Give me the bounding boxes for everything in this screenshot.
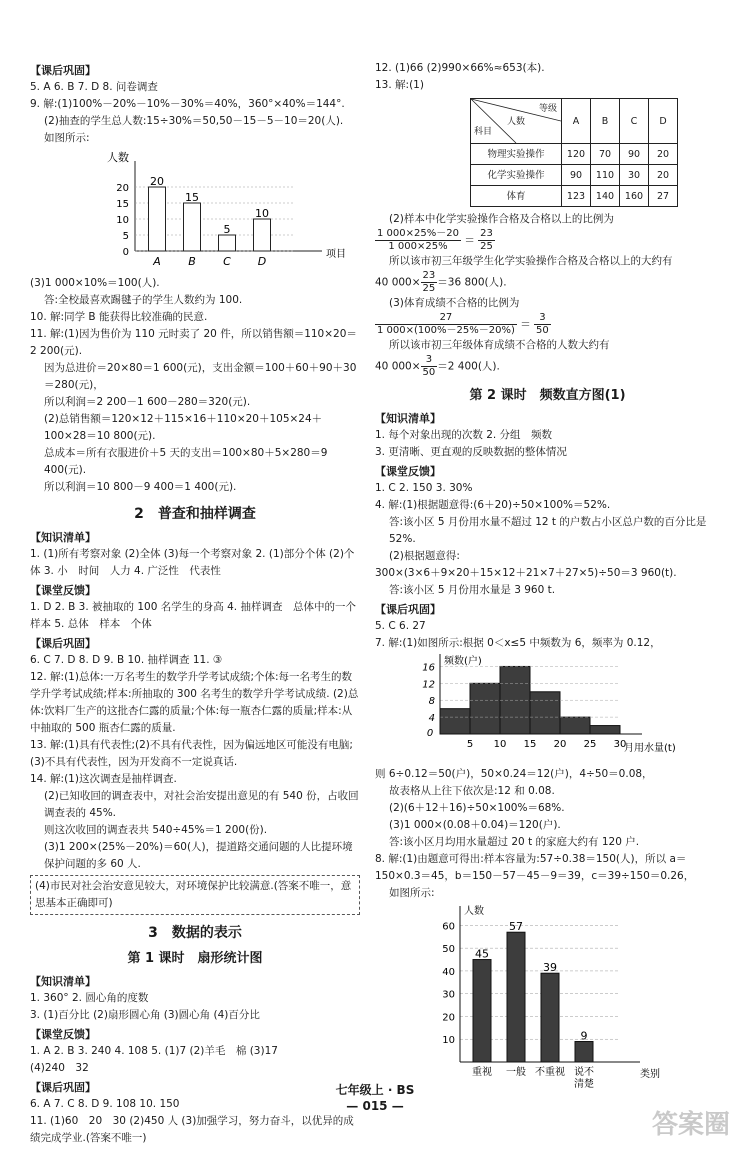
histogram-bar: [440, 709, 470, 734]
answer-line: 答:该小区 5 月份用水量不超过 12 t 的户数占小区总户数的百分比是 52%.: [389, 516, 707, 545]
bar: [184, 203, 201, 251]
x-tick-label: 5: [466, 739, 474, 750]
answer-line: 答:该小区月均用水量超过 20 t 的家庭大约有 120 户.: [389, 836, 640, 848]
x-tick-label: 30: [613, 739, 627, 750]
table-cell: 70: [591, 144, 620, 165]
answer-line: 11. (1)60 20 30 (2)450 人 (3)加强学习，努力奋斗，以优异的成绩完成学业.(答案不唯一): [30, 1115, 354, 1144]
answer-line: 所以该市初三年级体育成绩不合格的人数大约有: [389, 339, 610, 351]
section-tag: 【课后巩固】: [375, 603, 441, 616]
data-label: 20: [150, 175, 164, 188]
y-axis-label: 人数: [464, 906, 484, 917]
answer-line: (2)根据题意得:: [389, 550, 460, 562]
x-tick-label: 25: [583, 739, 597, 750]
equation-line: [375, 312, 720, 337]
table-header: D: [649, 99, 678, 144]
answer-line: 如图所示:: [389, 887, 435, 899]
table-cell: 160: [620, 186, 649, 207]
data-label: 15: [185, 191, 199, 204]
data-label: 39: [543, 961, 557, 975]
table-cell: 体育: [471, 186, 562, 207]
answer-line: 3. 更清晰、更直观的反映数据的整体情况: [375, 446, 567, 458]
answer-line: (3)1 200×(25%－20%)＝60(人)，提道路交通问题的人比提环境保护问题的多 60 人.: [44, 841, 353, 870]
bar: [219, 235, 236, 251]
fraction: [478, 228, 495, 253]
table-cell: 140: [591, 186, 620, 207]
answer-line: 8. 解:(1)由题意可得出:样本容量为:57÷0.38＝150(人)，所以 a＝150×0.3＝45，b＝150－57－45－9＝39，c＝39÷150＝0.26，: [375, 853, 695, 882]
table-cell: 30: [620, 165, 649, 186]
answer-line: (3)1 000×10%＝100(人).: [30, 277, 160, 289]
table-header: B: [591, 99, 620, 144]
answer-line: 14. 解:(1)这次调查是抽样调查.: [30, 773, 177, 785]
x-tick-label: 20: [553, 739, 567, 750]
x-tick-label: A: [153, 255, 161, 268]
answer-line: 12. 解:(1)总体:一万名考生的数学升学考试成绩;个体:每一名考生的数学升学考试成绩;样本:所抽取的 300 名考生的数学升学考试成绩. (2)总体:饮料厂生产的这批杏仁露的质量;个体:每一瓶杏仁露的质量;样本:从中抽取的 500 瓶杏仁露的质量.: [30, 671, 359, 734]
fraction: [375, 228, 461, 253]
denominator: 25: [480, 241, 493, 252]
lesson-title: 第 2 课时 频数直方图(1): [469, 388, 626, 403]
right-column: [375, 60, 720, 1108]
section-tag: 【课堂反馈】: [375, 465, 441, 478]
data-label: 5: [223, 223, 231, 236]
y-tick-label: 10: [116, 215, 129, 226]
answer-line: 因为总进价＝20×80＝1 600(元)，支出金额＝100＋60＋90＋30＝280(元)，: [44, 362, 357, 391]
answer-line: 总成本＝所有衣服进价＋5 天的支出＝100×80＋5×280＝9 400(元).: [44, 447, 328, 476]
numerator: 1 000×25%－20: [377, 228, 459, 239]
section-tag: 【课后巩固】: [30, 1081, 96, 1094]
corner-label-grade: 等级: [538, 104, 557, 114]
section-tag: 【课堂反馈】: [30, 1028, 96, 1041]
table-cell: 20: [649, 165, 678, 186]
equation-line: [375, 354, 720, 379]
answer-line: 10. 解:同学 B 能获得比较准确的民意.: [30, 311, 208, 323]
equation-text: ＝2 400(人).: [437, 360, 500, 373]
bar: [575, 1042, 593, 1062]
answer-line: 1. (1)所有考察对象 (2)全体 (3)每一个考察对象 2. (1)部分个体 (2)个体 3. 小 时间 人力 4. 广泛性 代表性: [30, 548, 355, 577]
denominator: 1 000×25%: [388, 241, 448, 252]
numerator: 3: [534, 312, 551, 325]
bar: [149, 187, 166, 251]
histogram-bar: [590, 726, 620, 734]
answer-line: (2)样本中化学实验操作合格及合格以上的比例为: [389, 213, 614, 225]
x-axis-label: 项目: [326, 249, 346, 260]
y-tick-label: 30: [442, 989, 455, 1001]
y-tick-label: 4: [428, 713, 435, 725]
fraction: [534, 312, 551, 337]
bar: [473, 960, 491, 1062]
table-cell: 化学实验操作: [471, 165, 562, 186]
x-tick-label: 清楚: [574, 1079, 594, 1090]
answer-line: 4. 解:(1)根据题意得:(6＋20)÷50×100%＝52%.: [375, 499, 611, 511]
x-tick-label: B: [188, 255, 196, 268]
fraction: [375, 312, 517, 337]
table-cell: 27: [649, 186, 678, 207]
data-label: 10: [255, 207, 269, 220]
section-title: 2 普查和抽样调查: [134, 506, 256, 522]
x-tick-label: 说不: [574, 1067, 594, 1078]
x-tick-label: 0: [426, 728, 434, 739]
table-header: A: [562, 99, 591, 144]
answer-line: 所以利润＝10 800－9 400＝1 400(元).: [44, 481, 237, 493]
section-tag: 【知识清单】: [30, 975, 96, 988]
answer-line: 5. A 6. B 7. D 8. 问卷调查: [30, 81, 158, 93]
table-row: [471, 165, 678, 186]
section-tag: 【知识清单】: [30, 531, 96, 544]
answer-line: 1. A 2. B 3. 240 4. 108 5. (1)7 (2)羊毛 棉 (3)17: [30, 1045, 278, 1057]
y-tick-label: 20: [442, 1012, 455, 1024]
table-cell: 123: [562, 186, 591, 207]
table-row: [471, 186, 678, 207]
page-footer: [0, 1082, 750, 1114]
x-tick-label: 不重视: [535, 1067, 565, 1078]
x-tick-label: 一般: [506, 1067, 526, 1078]
bar-chart-activities: [30, 147, 360, 269]
answer-line: (2)抽查的学生总人数:15÷30%＝50,50－15－5－10＝20(人).: [44, 115, 344, 127]
answer-line: 6. C 7. D 8. D 9. B 10. 抽样调查 11. ③: [30, 654, 223, 666]
bar: [541, 973, 559, 1062]
bar: [254, 219, 271, 251]
y-axis-label: 频数(户): [444, 656, 482, 667]
answer-line: 答:全校最喜欢踢毽子的学生人数约为 100.: [44, 294, 243, 306]
answer-line: (2)已知收回的调查表中，对社会治安提出意见的有 540 份，占收回调查表的 45%.: [44, 790, 359, 819]
answer-line: 答:该小区 5 月份用水量是 3 960 t.: [389, 584, 556, 596]
y-axis-label: 人数: [107, 151, 129, 164]
x-tick-label: 10: [493, 739, 507, 750]
table-cell: 90: [620, 144, 649, 165]
section-tag: 【知识清单】: [375, 412, 441, 425]
equals-sign: ＝: [464, 234, 475, 247]
section-tag: 【课后巩固】: [30, 637, 96, 650]
answer-line: 12. (1)66 (2)990×66%≈653(本).: [375, 62, 545, 74]
equation-text: 40 000×: [375, 360, 421, 373]
answer-line: 1. D 2. B 3. 被抽取的 100 名学生的身高 4. 抽样调查 总体中的一个样本 5. 总体 样本 个体: [30, 601, 356, 630]
answer-line: 6. A 7. C 8. D 9. 108 10. 150: [30, 1098, 180, 1110]
answer-line: (2)(6＋12＋16)÷50×100%＝68%.: [389, 802, 565, 814]
y-tick-label: 12: [422, 679, 435, 691]
section-tag: 【课后巩固】: [30, 64, 96, 77]
table-cell: 120: [562, 144, 591, 165]
x-tick-label: C: [223, 255, 231, 268]
answer-line: 所以利润＝2 200－1 600－280＝320(元).: [44, 396, 251, 408]
histogram-bar: [470, 683, 500, 734]
data-label: 45: [475, 947, 489, 961]
lesson-title: 第 1 课时 扇形统计图: [127, 951, 263, 966]
histogram-bar: [560, 717, 590, 734]
corner-label-count: 人数: [507, 117, 526, 127]
answer-line: 7. 解:(1)如图所示:根据 0＜x≤5 中频数为 6，频率为 0.12，: [375, 637, 661, 649]
data-label: 9: [580, 1029, 588, 1043]
answer-line: 所以该市初三年级学生化学实验操作合格及合格以上的大约有: [389, 255, 673, 267]
grade-label: 七年级上 · BS: [335, 1083, 415, 1097]
table-cell: 物理实验操作: [471, 144, 562, 165]
answer-line: 故表格从上往下依次是:12 和 0.08.: [389, 785, 555, 797]
y-tick-label: 40: [442, 966, 455, 978]
fraction: [421, 270, 438, 295]
table-cell: 90: [562, 165, 591, 186]
y-tick-label: 15: [116, 199, 129, 210]
x-tick-label: D: [257, 255, 267, 268]
answer-line: 9. 解:(1)100%－20%－10%－30%＝40%，360°×40%＝144°.: [30, 98, 345, 110]
y-tick-label: 16: [422, 662, 435, 674]
equation-text: 40 000×: [375, 276, 421, 289]
table-corner-cell: [471, 99, 562, 144]
x-axis-label: 类别: [640, 1069, 660, 1080]
section-tag: 【课堂反馈】: [30, 584, 96, 597]
answer-line: 13. 解:(1): [375, 79, 424, 91]
answer-line: 13. 解:(1)具有代表性;(2)不具有代表性，因为偏远地区可能没有电脑;(3)不具有代表性，因为开发商不一定说真话.: [30, 739, 353, 768]
numerator: 23: [480, 228, 493, 239]
y-tick-label: 5: [122, 231, 129, 242]
watermark-logo: 答案圈: [651, 1110, 730, 1140]
equals-sign: ＝: [520, 318, 531, 331]
y-tick-label: 10: [442, 1035, 455, 1047]
denominator: 25: [422, 283, 436, 294]
bar: [507, 932, 525, 1062]
x-axis-label: 月用水量(t): [624, 743, 676, 754]
corner-label-subject: 科目: [474, 127, 493, 137]
page-number: — 015 —: [346, 1099, 404, 1113]
table-row: [471, 144, 678, 165]
numerator: 23: [422, 270, 436, 281]
denominator: 50: [422, 367, 436, 378]
answer-line: 3. (1)百分比 (2)扇形圆心角 (3)圆心角 (4)百分比: [30, 1009, 260, 1021]
equation-line: [375, 270, 720, 295]
left-column: [30, 60, 360, 1147]
answer-line: (4)240 32: [30, 1062, 89, 1074]
answer-line: 11. 解:(1)因为售价为 110 元时卖了 20 件，所以销售额＝110×20＝2 200(元).: [30, 328, 357, 357]
numerator: 3: [421, 354, 438, 367]
answer-line: 则 6÷0.12＝50(户)，50×0.24＝12(户)，4÷50＝0.08，: [375, 768, 653, 780]
y-tick-label: 50: [442, 944, 455, 956]
answer-line: (4)市民对社会治安意见较大，对环境保护比较满意.(答案不唯一，意思基本正确即可): [30, 875, 360, 915]
answer-line: (2)总销售额＝120×12＋115×16＋110×20＋105×24＋100×28＝10 800(元).: [44, 413, 323, 442]
denominator: 50: [536, 325, 549, 336]
table-header: C: [620, 99, 649, 144]
answer-line: (3)1 000×(0.08＋0.04)＝120(户).: [389, 819, 561, 831]
bar-chart-attitude: [375, 902, 720, 1102]
y-tick-label: 8: [428, 696, 435, 708]
answer-line: 1. C 2. 150 3. 30%: [375, 482, 473, 494]
answer-line: 5. C 6. 27: [375, 620, 426, 632]
y-tick-label: 0: [122, 247, 129, 258]
section-title: 3 数据的表示: [148, 925, 242, 941]
histogram-bar: [530, 692, 560, 734]
y-tick-label: 60: [442, 921, 455, 933]
answer-line: 300×(3×6＋9×20＋15×12＋21×7＋27×5)÷50＝3 960(t).: [375, 567, 677, 579]
answer-line: 如图所示:: [44, 132, 90, 144]
x-tick-label: 重视: [472, 1067, 492, 1078]
numerator: 27: [375, 312, 517, 325]
answer-line: 则这次收回的调查表共 540÷45%＝1 200(份).: [44, 824, 268, 836]
answer-line: (3)体育成绩不合格的比例为: [389, 297, 520, 309]
answer-line: 1. 360° 2. 圆心角的度数: [30, 992, 149, 1004]
grade-table: [470, 98, 678, 207]
y-tick-label: 20: [116, 183, 129, 194]
denominator: 1 000×(100%－25%－20%): [377, 325, 515, 336]
equation-line: [375, 228, 720, 253]
fraction: [421, 354, 438, 379]
equation-text: ＝36 800(人).: [437, 276, 507, 289]
table-cell: 110: [591, 165, 620, 186]
x-tick-label: 15: [523, 739, 537, 750]
histogram-water-usage: [375, 652, 720, 760]
table-cell: 20: [649, 144, 678, 165]
answer-line: 1. 每个对象出现的次数 2. 分组 频数: [375, 429, 553, 441]
data-label: 57: [509, 920, 523, 934]
